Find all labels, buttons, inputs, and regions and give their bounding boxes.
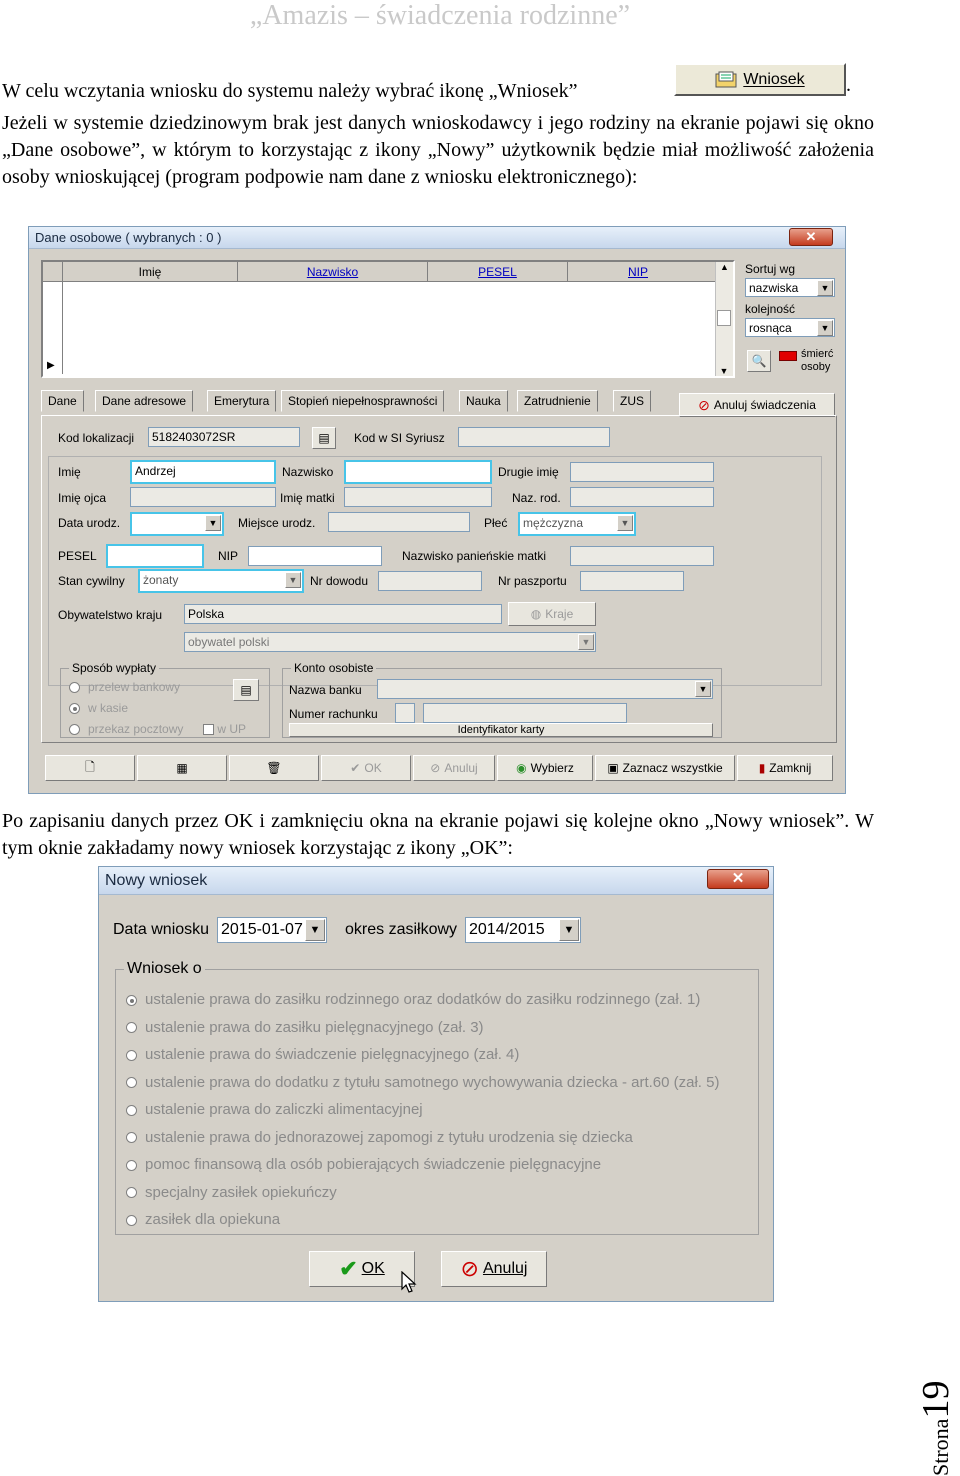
- dane-osobowe-window: [28, 226, 846, 794]
- anuluj-swiadczenia-label: Anuluj świadczenia: [713, 398, 816, 412]
- no-entry-icon: ⊘: [460, 1256, 479, 1281]
- sort-label: Sortuj wg: [745, 262, 796, 276]
- sort-select-value: nazwiska: [749, 281, 799, 295]
- sort-select[interactable]: [745, 278, 835, 297]
- miejsce-urodz-field[interactable]: [328, 512, 470, 532]
- tab-stopien-niepelnosprawnosci[interactable]: Stopień niepełnosprawności: [281, 390, 444, 412]
- option-label: zasiłek dla opiekuna: [145, 1211, 281, 1228]
- dane-osobowe-title: Dane osobowe ( wybranych : 0 ): [35, 230, 222, 245]
- zaznacz-wszystkie-button[interactable]: [595, 755, 735, 781]
- kod-si-label: Kod w SI Syriusz: [354, 431, 445, 445]
- miejsce-urodz-label: Miejsce urodz.: [238, 516, 316, 530]
- imie-label: Imię: [58, 465, 81, 479]
- data-wniosku-value: 2015-01-07: [221, 921, 303, 938]
- obywatel-value: obywatel polski: [188, 635, 270, 649]
- option-label: specjalny zasiłek opiekuńczy: [145, 1183, 337, 1201]
- nr-dowodu-field[interactable]: [378, 571, 482, 591]
- dane-osobowe-titlebar: [29, 227, 845, 249]
- option-label: pomoc finansową dla osób pobierających świadczenie pielęgnacyjne: [145, 1156, 602, 1173]
- tab-nauka[interactable]: Nauka: [459, 390, 508, 412]
- document-icon: [715, 71, 737, 89]
- wniosek-button-label: Wniosek: [743, 70, 805, 88]
- okres-zasilkowy-label: okres zasiłkowy: [345, 921, 458, 938]
- anuluj-label: Anuluj: [482, 1260, 528, 1277]
- nowy-wniosek-title: Nowy wniosek: [105, 871, 208, 889]
- option-zasilek-dla-opiekuna[interactable]: [126, 1206, 719, 1234]
- nazwa-banku-select[interactable]: [377, 679, 713, 699]
- radio-przelew-label: przelew bankowy: [88, 680, 181, 694]
- stan-cywilny-value: żonaty: [143, 573, 179, 587]
- bottom-toolbar: [45, 755, 841, 783]
- chevron-down-icon[interactable]: ▼: [817, 280, 833, 296]
- option-label: ustalenie prawa do świadczenie pielęgnacyjnego (zał. 4): [145, 1046, 520, 1063]
- close-button[interactable]: [707, 869, 769, 889]
- grid-header-pesel[interactable]: PESEL: [428, 262, 568, 281]
- chevron-down-icon[interactable]: ▼: [205, 515, 221, 531]
- chevron-down-icon[interactable]: ▼: [305, 919, 325, 941]
- tab-emerytura[interactable]: Emerytura: [207, 390, 276, 412]
- option-pomoc-finansowa[interactable]: [126, 1151, 719, 1179]
- plec-select[interactable]: [518, 512, 636, 536]
- persons-grid[interactable]: [41, 260, 735, 378]
- pesel-label: PESEL: [58, 549, 97, 563]
- ok-button[interactable]: [309, 1251, 415, 1287]
- kod-lokalizacji-button[interactable]: [312, 427, 336, 449]
- tab-zatrudnienie[interactable]: Zatrudnienie: [517, 390, 598, 412]
- nr-paszportu-label: Nr paszportu: [498, 574, 567, 588]
- ok-label: OK: [364, 761, 382, 775]
- wniosek-o-group: [115, 960, 759, 1235]
- anuluj-label: Anuluj: [444, 761, 478, 775]
- option-label: ustalenie prawa do zaliczki alimentacyjnej: [145, 1101, 423, 1118]
- numer-rachunku-prefix[interactable]: [395, 703, 415, 723]
- anuluj-button[interactable]: [441, 1251, 547, 1287]
- grid-header-nazwisko[interactable]: Nazwisko: [238, 262, 428, 281]
- radio-przekaz-label: przekaz pocztowy: [88, 722, 184, 736]
- w-up-checkbox[interactable]: [203, 722, 246, 736]
- wniosek-button[interactable]: [674, 63, 846, 96]
- zamknij-label: Zamknij: [769, 761, 812, 775]
- drugie-imie-field[interactable]: [570, 462, 714, 482]
- data-urodz-field[interactable]: [130, 512, 224, 536]
- footer-strona-label: Strona: [928, 1418, 953, 1476]
- imie-field[interactable]: Andrzej: [130, 460, 276, 484]
- identyfikator-karty-label: Identyfikator karty: [457, 724, 545, 736]
- footer-page-number: 19: [915, 1380, 957, 1419]
- data-wniosku-field[interactable]: [217, 917, 327, 943]
- chevron-down-icon[interactable]: ▼: [817, 320, 833, 336]
- radio-w-kasie[interactable]: [69, 701, 128, 715]
- order-label: kolejność: [745, 302, 796, 316]
- naz-rod-label: Naz. rod.: [512, 491, 561, 505]
- nazwa-banku-label: Nazwa banku: [289, 683, 362, 697]
- select-all-icon: ▣: [607, 761, 619, 775]
- option-zapomoga[interactable]: [126, 1124, 719, 1152]
- lookup-icon: ▤: [240, 683, 252, 697]
- imie-matki-field[interactable]: [344, 487, 492, 507]
- tab-zus[interactable]: ZUS: [613, 390, 651, 412]
- option-swiadczenie-pielegnacyjne[interactable]: [126, 1041, 719, 1069]
- okres-zasilkowy-select[interactable]: [465, 917, 581, 943]
- kraje-button[interactable]: [508, 602, 596, 626]
- imie-ojca-label: Imię ojca: [58, 491, 107, 505]
- kod-lokalizacji-label: Kod lokalizacji: [58, 431, 135, 445]
- scroll-up-icon[interactable]: ▲: [720, 262, 729, 272]
- obywatel-select[interactable]: [184, 632, 596, 652]
- stan-cywilny-label: Stan cywilny: [58, 574, 125, 588]
- scroll-down-icon[interactable]: ▼: [719, 366, 729, 376]
- death-label: śmierć osoby: [801, 348, 834, 373]
- option-zaliczka-alimentacyjna[interactable]: [126, 1096, 719, 1124]
- w-up-label: w UP: [217, 722, 247, 736]
- plec-value: mężczyzna: [523, 516, 584, 530]
- grid-header-nip[interactable]: NIP: [627, 265, 648, 279]
- plec-label: Płeć: [484, 516, 508, 530]
- paragraph-intro-rest: Jeżeli w systemie dziedzinowym brak jest danych wnioskodawcy i jego rodziny na ekranie pojawi się okno „Dane osobowe”, w którym to korzystając z ikony „Nowy” użytkownik będzie miał możliwość założenia osoby wnioskującej (program podpowie nam dane z wniosku elektronicznego):: [2, 112, 874, 188]
- order-select-value: rosnąca: [749, 321, 792, 335]
- pesel-field[interactable]: [106, 544, 204, 568]
- trash-icon: 🗑: [266, 761, 282, 775]
- obywatelstwo-label: Obywatelstwo kraju: [58, 608, 163, 622]
- option-zasilek-pielegnacyjny[interactable]: [126, 1014, 719, 1042]
- nazwisko-panienskie-label: Nazwisko panieńskie matki: [402, 549, 547, 563]
- grid-header-imie[interactable]: Imię: [63, 262, 238, 281]
- option-label: ustalenie prawa do zasiłku rodzinnego oraz dodatków do zasiłku rodzinnego (zał. 1): [145, 991, 701, 1008]
- check-icon: ✔: [339, 1256, 358, 1281]
- kraje-label: Kraje: [545, 607, 574, 621]
- option-label: ustalenie prawa do jednorazowej zapomogi z tytułu urodzenia się dziecka: [145, 1128, 633, 1146]
- numer-rachunku-label: Numer rachunku: [289, 707, 378, 721]
- new-document-icon: 🗋: [85, 759, 95, 774]
- radio-w-kasie-label: w kasie: [88, 701, 129, 715]
- chevron-down-icon[interactable]: ▼: [559, 919, 579, 941]
- globe-icon: ◍: [530, 607, 542, 621]
- option-specjalny-zasilek[interactable]: [126, 1179, 719, 1207]
- kod-lokalizacji-field[interactable]: 5182403072SR: [148, 427, 300, 447]
- nazwisko-label: Nazwisko: [282, 465, 334, 479]
- data-wniosku-label: Data wniosku: [113, 921, 210, 938]
- wybierz-button[interactable]: [497, 755, 593, 781]
- close-icon: ✕: [731, 870, 745, 887]
- chevron-down-icon[interactable]: ▼: [285, 572, 301, 588]
- mouse-cursor-icon: [401, 1271, 417, 1295]
- drugie-imie-label: Drugie imię: [498, 465, 559, 479]
- sposob-wyplaty-title: Sposób wypłaty: [69, 661, 159, 675]
- row-pointer-icon: ▶: [47, 360, 55, 371]
- nowy-wniosek-titlebar: [99, 867, 773, 895]
- radio-przelew[interactable]: [69, 680, 180, 694]
- paragraph-intro-line: W celu wczytania wniosku do systemu należy wybrać ikonę „Wniosek”: [2, 80, 578, 102]
- wniosek-o-title: Wniosek o: [124, 960, 205, 978]
- nowy-wniosek-window: [98, 866, 774, 1302]
- nazwisko-field[interactable]: [344, 460, 492, 484]
- check-icon: ✔: [350, 761, 361, 775]
- paragraph-dot: .: [846, 74, 851, 96]
- nr-dowodu-label: Nr dowodu: [310, 574, 369, 588]
- grid-scrollbar[interactable]: [715, 262, 733, 376]
- page-number-footer: [914, 1286, 957, 1476]
- chevron-down-icon[interactable]: ▼: [695, 681, 711, 697]
- imie-matki-label: Imię matki: [280, 491, 335, 505]
- nip-field[interactable]: [248, 546, 382, 566]
- anuluj-button[interactable]: [413, 755, 495, 781]
- option-zasilek-rodzinny[interactable]: [126, 986, 719, 1014]
- konto-osobiste-title: Konto osobiste: [291, 661, 376, 675]
- numer-rachunku-field[interactable]: [423, 703, 627, 723]
- zamknij-button[interactable]: [737, 755, 833, 781]
- search-persons-button[interactable]: [747, 350, 771, 372]
- lookup-icon: ▤: [318, 431, 330, 445]
- paragraph-nowy-wniosek: Po zapisaniu danych przez OK i zamknięciu okna na ekranie pojawi się kolejne okno „Nowy wniosek”. W tym oknie zakładamy nowy wniosek korzystając z ikony „OK”:: [2, 810, 874, 859]
- chevron-down-icon[interactable]: ▼: [617, 515, 633, 531]
- no-entry-icon: ⊘: [698, 396, 710, 413]
- option-label: ustalenie prawa do dodatku z tytułu samotnego wychowywania dziecka - art.60 (zał. 5): [145, 1073, 720, 1091]
- new-button[interactable]: [45, 755, 135, 781]
- obywatelstwo-field[interactable]: Polska: [184, 604, 502, 624]
- close-button[interactable]: [789, 228, 833, 246]
- cancel-icon: ⊘: [430, 761, 441, 775]
- radio-przekaz[interactable]: [69, 722, 183, 736]
- zaznacz-wszystkie-label: Zaznacz wszystkie: [622, 761, 723, 775]
- okres-zasilkowy-value: 2014/2015: [469, 921, 545, 938]
- sposob-wyplaty-group: [60, 661, 270, 738]
- chevron-down-icon[interactable]: ▼: [578, 634, 594, 650]
- naz-rod-field[interactable]: [570, 487, 714, 507]
- edit-button[interactable]: [137, 755, 227, 781]
- data-urodz-label: Data urodz.: [58, 516, 121, 530]
- nip-label: NIP: [218, 549, 239, 563]
- imie-ojca-field[interactable]: [130, 487, 276, 507]
- tab-panel-dane: [41, 415, 837, 743]
- delete-button[interactable]: [229, 755, 319, 781]
- option-label: ustalenie prawa do zasiłku pielęgnacyjnego (zał. 3): [145, 1018, 484, 1036]
- tab-dane-adresowe[interactable]: Dane adresowe: [95, 390, 193, 412]
- close-icon: ✕: [805, 229, 817, 244]
- exit-icon: ▮: [758, 761, 766, 775]
- document-header-title: „Amazis – świadczenia rodzinne”: [249, 0, 631, 31]
- stan-cywilny-select[interactable]: [138, 569, 304, 593]
- wniosek-options: [126, 986, 719, 1234]
- select-icon: ◉: [516, 761, 527, 775]
- search-icon: 🔍: [751, 354, 767, 368]
- option-samotne-wychowywanie[interactable]: [126, 1069, 719, 1097]
- bank-lookup-button[interactable]: [233, 679, 259, 701]
- konto-osobiste-group: [282, 661, 722, 738]
- ok-label: OK: [361, 1260, 385, 1277]
- kod-si-field[interactable]: [458, 427, 610, 447]
- tab-dane[interactable]: Dane: [41, 390, 84, 412]
- death-color-swatch: [779, 351, 797, 361]
- edit-icon: ▦: [176, 761, 188, 775]
- wybierz-label: Wybierz: [530, 761, 574, 775]
- anuluj-swiadczenia-button[interactable]: [679, 393, 835, 417]
- nazwisko-panienskie-field[interactable]: [570, 546, 714, 566]
- identyfikator-karty-button[interactable]: [289, 723, 713, 737]
- nr-paszportu-field[interactable]: [580, 571, 684, 591]
- order-select[interactable]: [745, 318, 835, 337]
- ok-button[interactable]: [321, 755, 411, 781]
